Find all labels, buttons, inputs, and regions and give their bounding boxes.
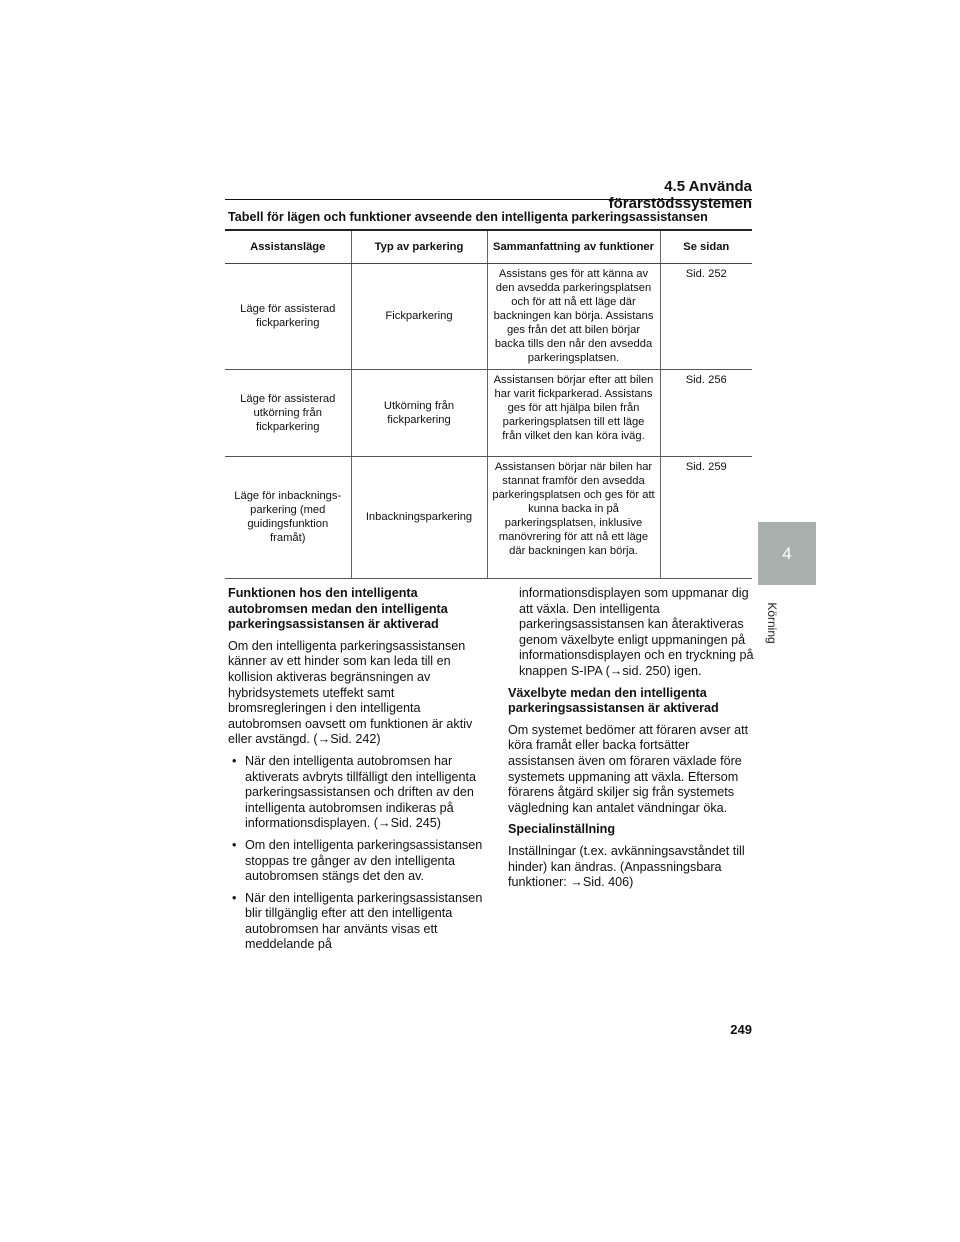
cell-summary: Assistans ges för att känna av den avsedda parkeringsplatsen och för att nå ett läge där backningen kan börja. Assistans ges från det att bilen börjar backa tills den når den avsedda parkeringsplatsen. bbox=[487, 264, 660, 370]
left-column bbox=[228, 586, 486, 959]
heading-autobrake: Funktionen hos den intelligenta autobromsen medan den intelligenta parkeringsassistansen är aktiverad bbox=[228, 586, 448, 632]
paragraph-special-setting: Inställningar (t.ex. avkänningsavståndet till hinder) kan ändras. (Anpassningsbara funktioner: →Sid. 406) bbox=[508, 843, 745, 890]
paragraph-autobrake: Om den intelligenta parkeringsassistansen känner av ett hinder som kan leda till en kollision aktiveras begränsningen av hybridsystemets uteffekt samt bromsregleringen i den intelligenta autobromsen oavsett om funktionen är aktiv eller avstängd. (→Sid. 242) bbox=[228, 638, 473, 747]
bullet-continuation: informationsdisplayen som uppmanar dig att växla. Den intelligenta parkeringsassistansen kan återaktiveras genom växelbyte enligt uppmaningen på informationsdisplayen och en tryckning på knappen S-IPA (→sid. 250) igen. bbox=[519, 586, 754, 678]
bullet-item: • När den intelligenta autobromsen har aktiverats avbryts tillfälligt den intelligenta parkeringsassistansen och driften av den intelligenta autobromsen indikeras på informationsdisplayen. (→Sid. 245) bbox=[228, 754, 486, 832]
table-row bbox=[225, 457, 752, 579]
column-header-type: Typ av parkering bbox=[351, 230, 487, 264]
modes-table bbox=[225, 229, 752, 579]
chapter-tab-label-text: Körning bbox=[765, 602, 779, 644]
cell-summary: Assistansen börjar när bilen har stannat framför den avsedda parkeringsplatsen och ges för att kunna backa in på parkeringsplatsen, inklusive manövrering för att nå ett läge där backningen kan börja. bbox=[487, 457, 660, 579]
header-rule bbox=[225, 199, 752, 200]
chapter-tab-label bbox=[765, 593, 779, 653]
cell-page: Sid. 259 bbox=[660, 457, 752, 579]
paragraph-gear-change: Om systemet bedömer att föraren avser att köra framåt eller backa fortsätter assistansen även om föraren växlade före systemets uppmaning att växla. Eftersom förarens åtgärd skiljer sig från systemets vägledning kan antalet vändningar öka. bbox=[508, 722, 749, 815]
heading-special-setting: Specialinställning bbox=[508, 822, 616, 837]
cell-type: Inbackningsparkering bbox=[351, 457, 487, 579]
cell-page: Sid. 256 bbox=[660, 370, 752, 457]
cell-mode: Läge för assisterad fickparkering bbox=[225, 264, 351, 370]
column-header-mode: Assistansläge bbox=[225, 230, 351, 264]
cell-type: Utkörning från fickparkering bbox=[351, 370, 487, 457]
bullet-item: • När den intelligenta parkeringsassistansen blir tillgänglig efter att den intelligenta autobromsen har använts visas ett meddelande på bbox=[228, 891, 486, 953]
cell-type: Fickparkering bbox=[351, 264, 487, 370]
page-number: 249 bbox=[730, 1022, 752, 1037]
table-row bbox=[225, 264, 752, 370]
table-title: Tabell för lägen och funktioner avseende den intelligenta parkeringsassistansen bbox=[228, 210, 708, 224]
column-header-summary: Sammanfattning av funktioner bbox=[487, 230, 660, 264]
heading-gear-change: Växelbyte medan den intelligenta parkeringsassistansen är aktiverad bbox=[508, 685, 719, 716]
cell-page: Sid. 252 bbox=[660, 264, 752, 370]
column-header-page: Se sidan bbox=[660, 230, 752, 264]
cell-mode: Läge för inbacknings-parkering (med guidingsfunktion framåt) bbox=[225, 457, 351, 579]
bullet-item: • Om den intelligenta parkeringsassistansen stoppas tre gånger av den intelligenta autobromsen stängs det den av. bbox=[228, 838, 486, 885]
cell-mode: Läge för assisterad utkörning från fickparkering bbox=[225, 370, 351, 457]
cell-summary: Assistansen börjar efter att bilen har varit fickparkerad. Assistans ges för att hjälpa bilen från parkeringsplatsen till ett läge från vilket den kan köra iväg. bbox=[487, 370, 660, 457]
table-row bbox=[225, 370, 752, 457]
right-column bbox=[508, 586, 754, 897]
section-header: 4.5 Använda förarstödssystemen bbox=[608, 178, 752, 212]
table-header-row bbox=[225, 230, 752, 264]
chapter-tab: 4 bbox=[758, 522, 816, 585]
